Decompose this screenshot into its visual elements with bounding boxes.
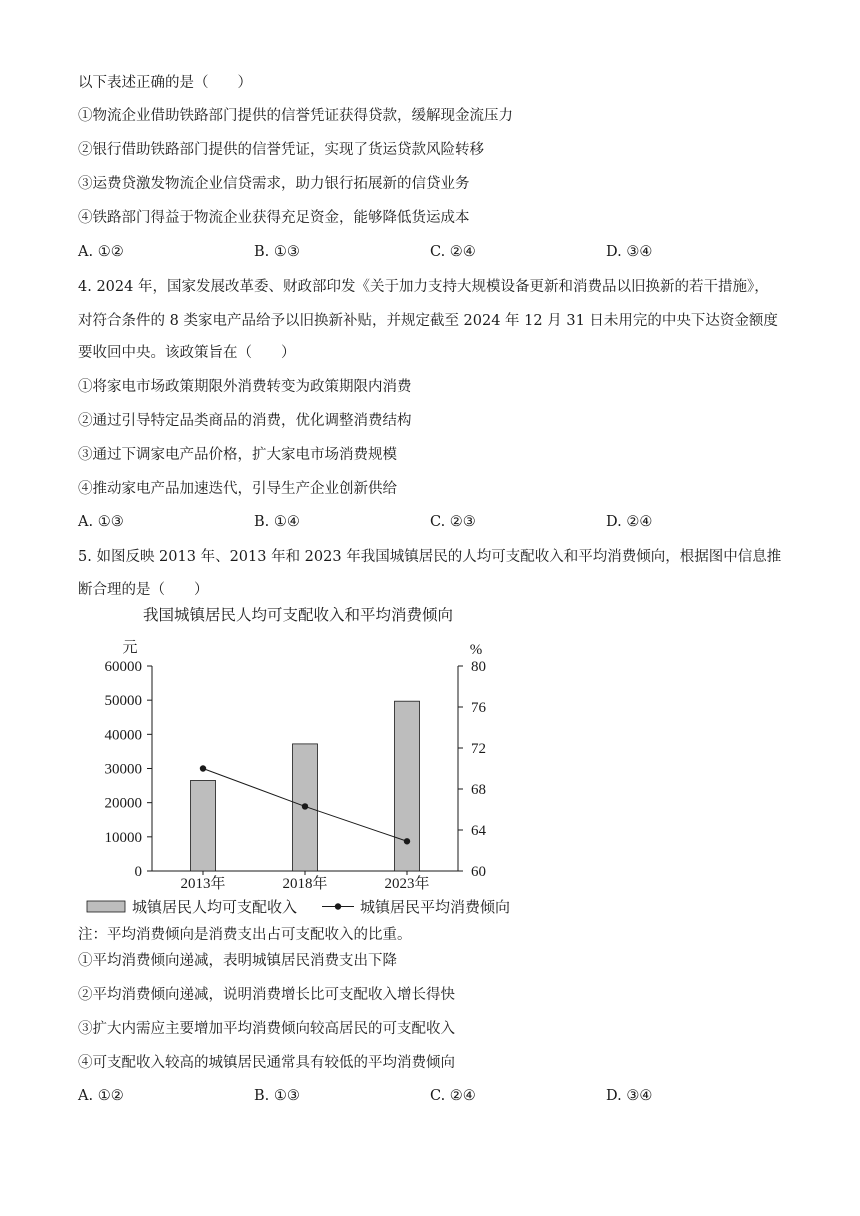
y-right-tick-label: 76 (471, 700, 486, 716)
q4-option-a[interactable]: A. ①③ (78, 514, 124, 530)
q4-item-1: ①将家电市场政策期限外消费转变为政策期限内消费 (78, 379, 412, 395)
y-right-tick-label: 60 (471, 864, 486, 880)
y-right-tick-label: 64 (471, 823, 486, 839)
y-right-tick-label: 68 (471, 782, 486, 798)
q4-stem-line-1: 4. 2024 年，国家发展改革委、财政部印发《关于加力支持大规模设备更新和消费品以旧换新的若干措施》， (78, 279, 769, 295)
y-left-tick-label: 0 (134, 864, 142, 880)
y-axis-left-unit: 元 (122, 640, 138, 656)
y-left-tick-label: 20000 (104, 795, 142, 812)
x-tick-label: 2023年 (384, 876, 430, 892)
q5-option-d[interactable]: D. ③④ (606, 1088, 653, 1104)
legend-line-marker (335, 903, 341, 909)
q4-stem-line-3: 要收回中央。该政策旨在（ ） (78, 345, 296, 361)
y-left-tick-label: 10000 (104, 829, 142, 846)
q5-stem-line-2: 断合理的是（ ） (78, 582, 209, 598)
x-tick-label: 2013年 (180, 876, 226, 892)
y-left-tick-label: 60000 (104, 659, 142, 675)
q5-stem-line-1: 5. 如图反映 2013 年、2013 年和 2023 年我国城镇居民的人均可支配收入和平均消费倾向，根据图中信息推 (78, 549, 782, 565)
q4-item-2: ②通过引导特定品类商品的消费，优化调整消费结构 (78, 413, 412, 429)
q4-item-3: ③通过下调家电产品价格，扩大家电市场消费规模 (78, 447, 397, 463)
q4-option-d[interactable]: D. ②④ (606, 514, 653, 530)
y-right-tick-label: 80 (471, 659, 486, 675)
q3-option-a[interactable]: A. ①② (78, 244, 124, 260)
q4-stem-line-2: 对符合条件的 8 类家电产品给予以旧换新补贴，并规定截至 2024 年 12 月 31 日未用完的中央下达资金额度 (78, 313, 778, 329)
legend-bar-swatch (87, 901, 125, 912)
q4-item-4: ④推动家电产品加速迭代，引导生产企业创新供给 (78, 481, 397, 497)
consumption-propensity-point (302, 803, 308, 809)
q3-item-4: ④铁路部门得益于物流企业获得充足资金，能够降低货运成本 (78, 210, 470, 226)
q3-option-c[interactable]: C. ②④ (430, 244, 476, 260)
y-left-tick-label: 40000 (104, 727, 142, 744)
q3-item-3: ③运费贷激发物流企业信贷需求，助力银行拓展新的信贷业务 (78, 176, 470, 192)
income-consumption-chart (78, 600, 538, 930)
q4-option-c[interactable]: C. ②③ (430, 514, 476, 530)
legend-bar-label: 城镇居民人均可支配收入 (132, 900, 298, 916)
q3-option-b[interactable]: B. ①③ (254, 244, 300, 260)
consumption-propensity-point (404, 838, 410, 844)
q5-item-3: ③扩大内需应主要增加平均消费倾向较高居民的可支配收入 (78, 1021, 455, 1037)
q5-option-a[interactable]: A. ①② (78, 1088, 124, 1104)
y-right-tick-label: 72 (471, 741, 486, 757)
q5-option-c[interactable]: C. ②④ (430, 1088, 476, 1104)
y-axis-right-unit: % (469, 642, 483, 658)
chart-title: 我国城镇居民人均可支配收入和平均消费倾向 (142, 607, 454, 624)
q5-note: 注：平均消费倾向是消费支出占可支配收入的比重。 (78, 927, 412, 943)
y-left-tick-label: 50000 (104, 693, 142, 710)
q3-option-d[interactable]: D. ③④ (606, 244, 653, 260)
legend-line-label: 城镇居民平均消费倾向 (360, 900, 511, 916)
income-bar (191, 780, 216, 871)
q3-stem: 以下表述正确的是（ ） (78, 75, 252, 91)
consumption-propensity-point (200, 765, 206, 771)
q5-item-2: ②平均消费倾向递减，说明消费增长比可支配收入增长得快 (78, 987, 455, 1003)
x-tick-label: 2018年 (282, 876, 328, 892)
y-left-tick-label: 30000 (104, 761, 142, 778)
q5-item-4: ④可支配收入较高的城镇居民通常具有较低的平均消费倾向 (78, 1055, 455, 1071)
q3-item-1: ①物流企业借助铁路部门提供的信誉凭证获得贷款，缓解现金流压力 (78, 108, 513, 124)
income-bar (395, 701, 420, 871)
q5-option-b[interactable]: B. ①③ (254, 1088, 300, 1104)
q4-option-b[interactable]: B. ①④ (254, 514, 300, 530)
q3-item-2: ②银行借助铁路部门提供的信誉凭证，实现了货运贷款风险转移 (78, 142, 484, 158)
q5-item-1: ①平均消费倾向递减，表明城镇居民消费支出下降 (78, 953, 397, 969)
